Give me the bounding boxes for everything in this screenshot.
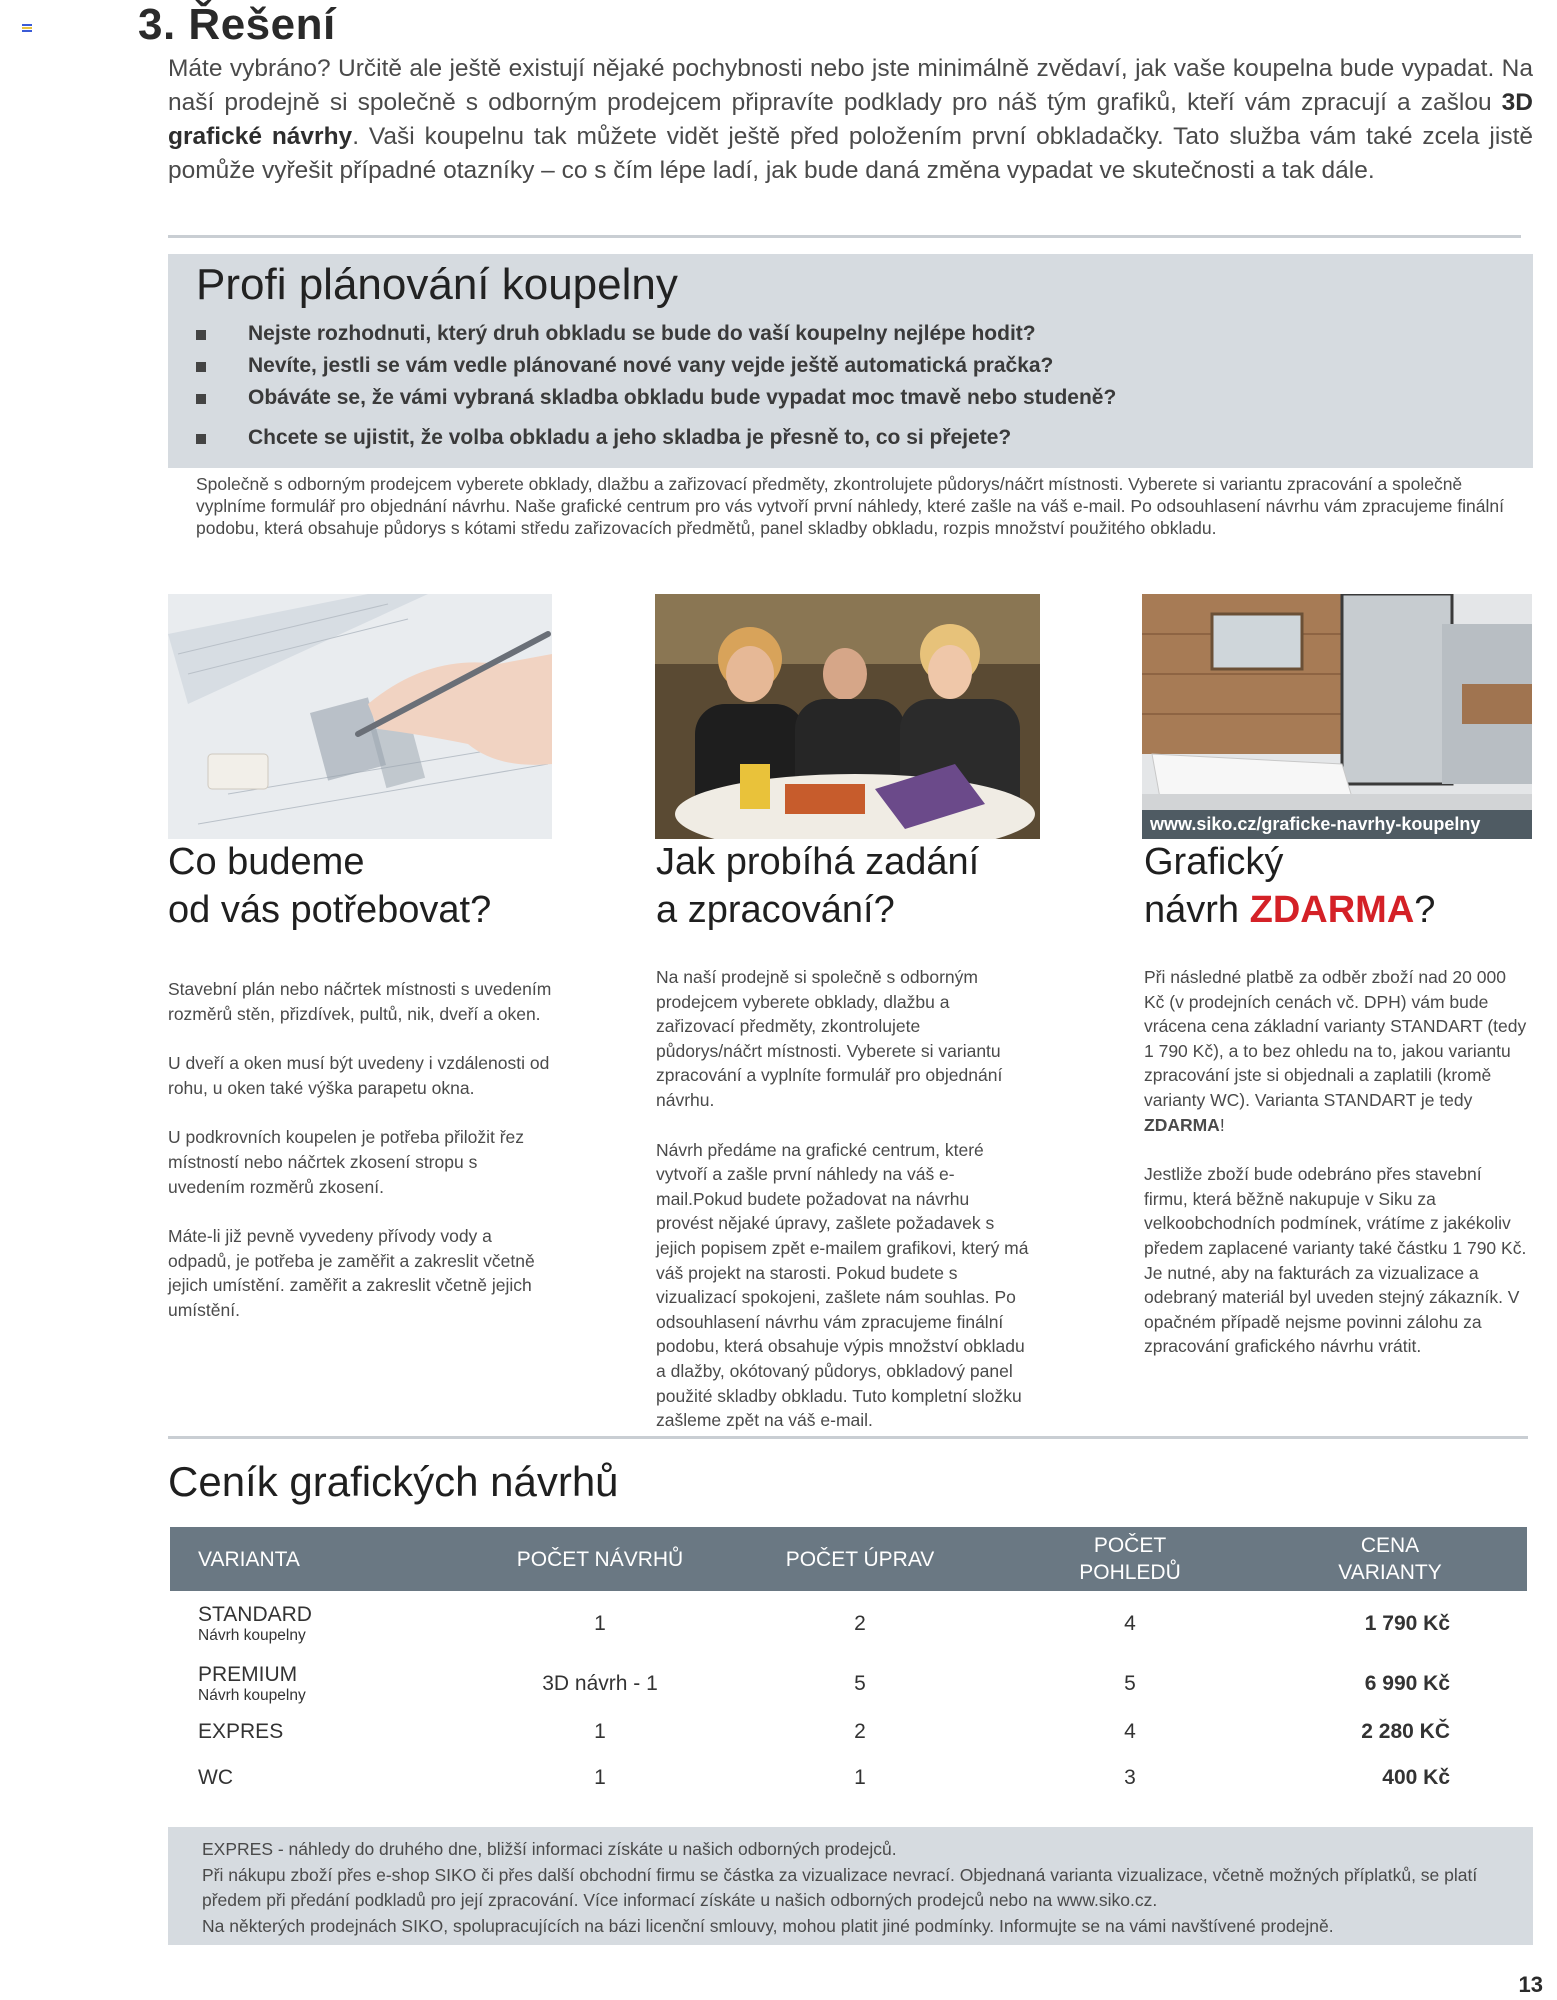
- planning-box: [168, 254, 1533, 468]
- variant-sub: Návrh koupelny: [198, 1687, 306, 1704]
- consultation-photo: [655, 594, 1040, 839]
- col2-title: Jak probíhá zadání a zpracování?: [656, 841, 980, 931]
- note-line: EXPRES - náhledy do druhého dne, bližší informaci získáte u našich odborných prodejců.: [202, 1839, 897, 1859]
- divider: [168, 1436, 1528, 1439]
- square-bullet-icon: [196, 394, 206, 404]
- section-title: 3. Řešení: [138, 0, 336, 49]
- th-cena-varianty: CENA VARIANTY: [1338, 1534, 1442, 1584]
- square-bullet-icon: [196, 362, 206, 372]
- square-bullet-icon: [196, 434, 206, 444]
- note-line: Na některých prodejnách SIKO, spolupracujících na bázi licenční smlouvy, mohou platit jiné podmínky. Informujte se na vámi navštívené prodejně.: [202, 1915, 1334, 1936]
- table-header: [170, 1527, 1527, 1591]
- list-item: Obáváte se, že vámi vybraná skladba obkladu bude vypadat moc tmavě nebo studeně?: [196, 382, 1116, 414]
- price: 400 Kč: [1382, 1766, 1450, 1789]
- pricing-notes: [168, 1827, 1533, 1945]
- col2-text: Na naší prodejně si společně s odborným prodejcem vyberete obklady, dlažbu a zařizovací předměty, zkontrolujete půdorys/náčrt místnosti. Vyberete si variantu zpracování a vyplníte formulář pro objednání návrhu. Návrh předáme na grafické centrum, které vytvoří a zašle první náhledy na váš e-mail.Pokud budete požadovat na návrhu provést nějaké úpravy, zašlete požadavek s jejich popisem zpět e-mailem grafikovi, který má váš projekt na starosti. Pokud budete s vizualizací spokojeni, zašlete nám souhlas. Po odsouhlasení návrhu vám zpracujeme finální podobu, která obsahuje výpis množství obkladu a dlažby, okótovaný půdorys, obkladový panel použité skladby obkladu. Tuto kompletní složku zašleme zpět na váš e-mail.: [656, 967, 1029, 1431]
- list-item: Chcete se ujistit, že volba obkladu a jeho skladba je přesně to, co si přejete?: [196, 422, 1116, 454]
- table-row: PREMIUM Návrh koupelny 3D návrh - 1 5 5 6 990 Kč: [170, 1660, 1527, 1708]
- planning-description: Společně s odborným prodejcem vyberete obklady, dlažbu a zařizovací předměty, zkontrolujete půdorys/náčrt místnosti. Vyberete si variantu zpracování a společně vyplníme formulář pro objednání návrhu. Naše grafické centrum pro vás vytvoří první náhledy, které zašle na váš e-mail. Po odsouhlasení návrhu vám zpracujeme finální podobu, která obsahuje půdorys s kótami středu zařizovacích předmětů, panel skladby obkladu, rozpis množství použitého obkladu.: [196, 474, 1504, 538]
- table-row: EXPRES 1 2 4 2 280 KČ: [170, 1708, 1527, 1756]
- note-line: Při nákupu zboží přes e-shop SIKO či přes další obchodní firmu se částka za vizualizace nevrací. Objednaná varianta vizualizace, včetně možných příplatků, se platí předem při předání podkladů pro její zpracování. Více informací získáte u našich odborných prodejců nebo na www.siko.cz.: [202, 1864, 1478, 1910]
- price: 2 280 KČ: [1361, 1720, 1450, 1743]
- planning-questions: [196, 318, 1116, 454]
- th-pocet-uprav: POČET ÚPRAV: [785, 1547, 935, 1571]
- bathroom-render-photo: [1142, 594, 1532, 839]
- intro-paragraph: Máte vybráno? Určitě ale ještě existují nějaké pochybnosti nebo jste minimálně zvědaví, jak vaše koupelna bude vypadat. Na naší prodejně si společně s odborným prodejcem připravíte podklady pro náš tým grafiků, kteří vám zpracují a zašlou 3D grafické návrhy. Vaši koupelnu tak můžete vidět ještě před položením první obkladačky. Tato služba vám také zcela jistě pomůže vyřešit případné otazníky – co s čím lépe ladí, jak bude daná změna vypadat ve skutečnosti a tak dále.: [168, 55, 1533, 184]
- list-item: Nejste rozhodnuti, který druh obkladu se bude do vaší koupelny nejlépe hodit?: [196, 318, 1116, 350]
- col1-title: Co budeme od vás potřebovat?: [168, 841, 492, 931]
- variant-name: WC: [198, 1766, 233, 1789]
- table-row: STANDARD Návrh koupelny 1 2 4 1 790 Kč: [170, 1600, 1527, 1648]
- variant-name: STANDARD: [198, 1603, 312, 1626]
- square-bullet-icon: [196, 330, 206, 340]
- price: 1 790 Kč: [1364, 1612, 1450, 1635]
- list-item: Nevíte, jestli se vám vedle plánované nové vany vejde ještě automatická pračka?: [196, 350, 1116, 382]
- price: 6 990 Kč: [1364, 1672, 1450, 1695]
- pricing-title: Ceník grafických návrhů: [168, 1458, 619, 1505]
- page-number: 13: [1518, 1972, 1543, 1997]
- col1-text: Stavební plán nebo náčrtek místnosti s uvedením rozměrů stěn, přizdívek, pultů, nik, dveří a oken. U dveří a oken musí být uvedeny i vzdálenosti od rohu, u oken také výška parapetu okna. U podkrovních koupelen je potřeba přiložit řez místností nebo náčrtek zkosení stropu s uvedením rozměrů zkosení. Máte-li již pevně vyvedeny přívody vody a odpadů, je potřeba je zaměřit a zakreslit včetně jejich umístění. zaměřit a zakreslit včetně jejich umístění.: [168, 979, 552, 1320]
- zdarma-label: ZDARMA: [1249, 889, 1415, 931]
- flag-icon: [22, 24, 32, 32]
- th-pocet-navrhu: POČET NÁVRHŮ: [516, 1547, 684, 1571]
- variant-name: PREMIUM: [198, 1663, 298, 1686]
- col3-text: Při následné platbě za odběr zboží nad 20 000 Kč (v prodejních cenách vč. DPH) vám bude vrácena cena základní varianty STANDART (tedy 1 790 Kč), a to bez ohledu na to, jakou variantu zpracování jste si objednali a zaplatili (kromě varianty WC). Varianta STANDART je tedy ZDARMA! Jestliže zboží bude odebráno přes stavební firmu, která běžně nakupuje v Siku za velkoobchodních podmínek, vrátíme z jakékoliv předem zaplacené varianty také částku 1 790 Kč. Je nutné, aby na fakturách za vizualizace a odebraný materiál byl uveden stejný zákazník. V opačném případě nejsme povinni zálohu za zpracování grafického návrhu vrátit.: [1144, 967, 1527, 1357]
- th-pocet-pohledu: POČET POHLEDŮ: [1079, 1534, 1181, 1584]
- drawing-hand-photo: [168, 594, 552, 839]
- planning-title: Profi plánování koupelny: [196, 260, 678, 309]
- divider: [168, 235, 1521, 238]
- th-varianta: VARIANTA: [198, 1547, 300, 1571]
- url-banner[interactable]: www.siko.cz/graficke-navrhy-koupelny: [1142, 810, 1532, 839]
- table-row: WC 1 1 3 400 Kč: [170, 1754, 1527, 1802]
- variant-sub: Návrh koupelny: [198, 1627, 306, 1644]
- intro-bold-3d: 3D grafické návrhy: [168, 89, 1533, 150]
- variant-name: EXPRES: [198, 1720, 284, 1743]
- col3-title: Grafický návrh ZDARMA?: [1144, 841, 1436, 931]
